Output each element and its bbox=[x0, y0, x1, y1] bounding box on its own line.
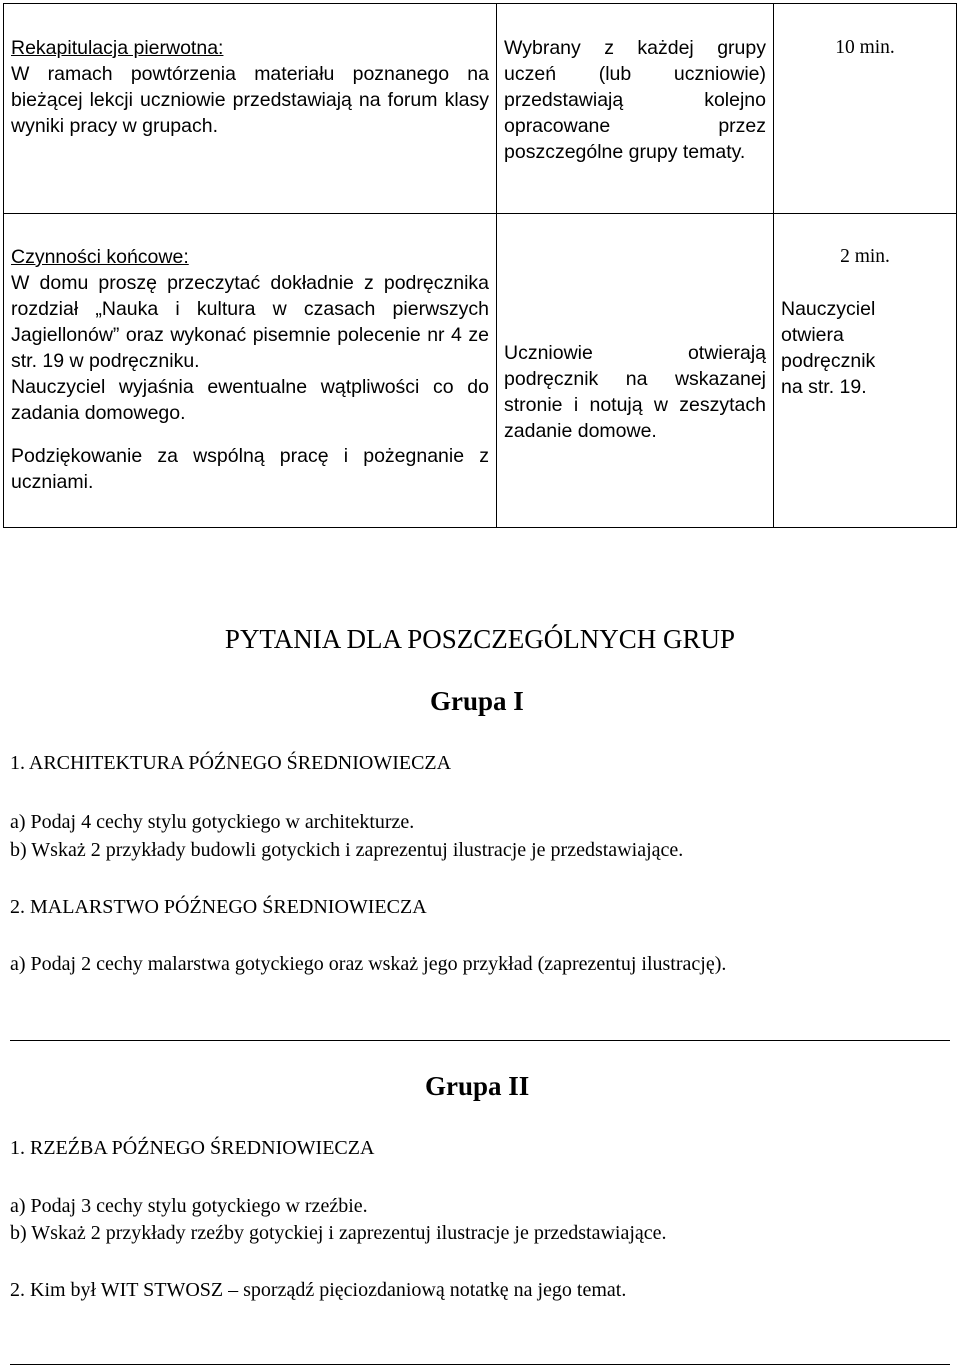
cell-title: Czynności końcowe: bbox=[11, 246, 189, 268]
group-title: Grupa II bbox=[425, 1071, 530, 1101]
question-heading: 1. ARCHITEKTURA PÓŹNEGO ŚREDNIOWIECZA bbox=[10, 752, 452, 774]
cell-text: Uczniowie otwierają podręcznik na wskazanej stronie i notują w zeszytach zadanie domowe. bbox=[504, 342, 766, 442]
section-title: PYTANIA DLA POSZCZEGÓLNYCH GRUP bbox=[224, 624, 736, 654]
question-item: a) Podaj 2 cechy malarstwa gotyckiego oraz wskaż jego przykład (zaprezentuj ilustrację). bbox=[10, 953, 727, 975]
cell-title: Rekapitulacja pierwotna: bbox=[11, 37, 224, 59]
cell-text: Nauczyciel otwiera podręcznik na str. 19. bbox=[781, 298, 876, 398]
time-value: 10 min. bbox=[835, 37, 895, 58]
table-row bbox=[4, 4, 957, 214]
question-heading: 2. MALARSTWO PÓŹNEGO ŚREDNIOWIECZA bbox=[10, 896, 427, 918]
group-title: Grupa I bbox=[430, 686, 524, 716]
cell-text: Podziękowanie za wspólną pracę i pożegnanie z uczniami. bbox=[11, 445, 489, 493]
question-item: b) Wskaż 2 przykłady budowli gotyckich i zaprezentuj ilustracje je przedstawiające. bbox=[10, 839, 684, 861]
question-heading: 1. RZEŹBA PÓŹNEGO ŚREDNIOWIECZA bbox=[10, 1137, 375, 1159]
table-cell-time bbox=[774, 214, 957, 528]
table-cell-students bbox=[497, 4, 774, 214]
cell-text: W ramach powtórzenia materiału poznanego na bieżącej lekcji uczniowie przedstawiają na forum klasy wyniki pracy w grupach. bbox=[11, 63, 489, 137]
divider bbox=[10, 1364, 950, 1365]
question-item: a) Podaj 3 cechy stylu gotyckiego w rzeźbie. bbox=[10, 1195, 368, 1217]
table-cell-students bbox=[497, 214, 774, 528]
divider bbox=[10, 1040, 950, 1041]
question-item: a) Podaj 4 cechy stylu gotyckiego w architekturze. bbox=[10, 811, 415, 833]
question-item: b) Wskaż 2 przykłady rzeźby gotyckiej i zaprezentuj ilustracje je przedstawiające. bbox=[10, 1222, 667, 1244]
lesson-plan-table bbox=[3, 3, 957, 528]
cell-text: Wybrany z każdej grupy uczeń (lub uczniowie) przedstawiają kolejno opracowane przez poszczególne grupy tematy. bbox=[504, 37, 766, 163]
table-cell-activity bbox=[4, 214, 497, 528]
table-cell-time bbox=[774, 4, 957, 214]
cell-text: W domu proszę przeczytać dokładnie z podręcznika rozdział „Nauka i kultura w czasach pierwszych Jagiellonów” oraz wykonać pisemnie polecenie nr 4 ze str. 19 w podręczniku. bbox=[11, 272, 489, 372]
cell-text: Nauczyciel wyjaśnia ewentualne wątpliwości co do zadania domowego. bbox=[11, 376, 489, 424]
question-heading: 2. Kim był WIT STWOSZ – sporządź pięciozdaniową notatkę na jego temat. bbox=[10, 1279, 627, 1301]
table-row bbox=[4, 214, 957, 528]
table-cell-activity bbox=[4, 4, 497, 214]
time-value: 2 min. bbox=[840, 246, 890, 267]
